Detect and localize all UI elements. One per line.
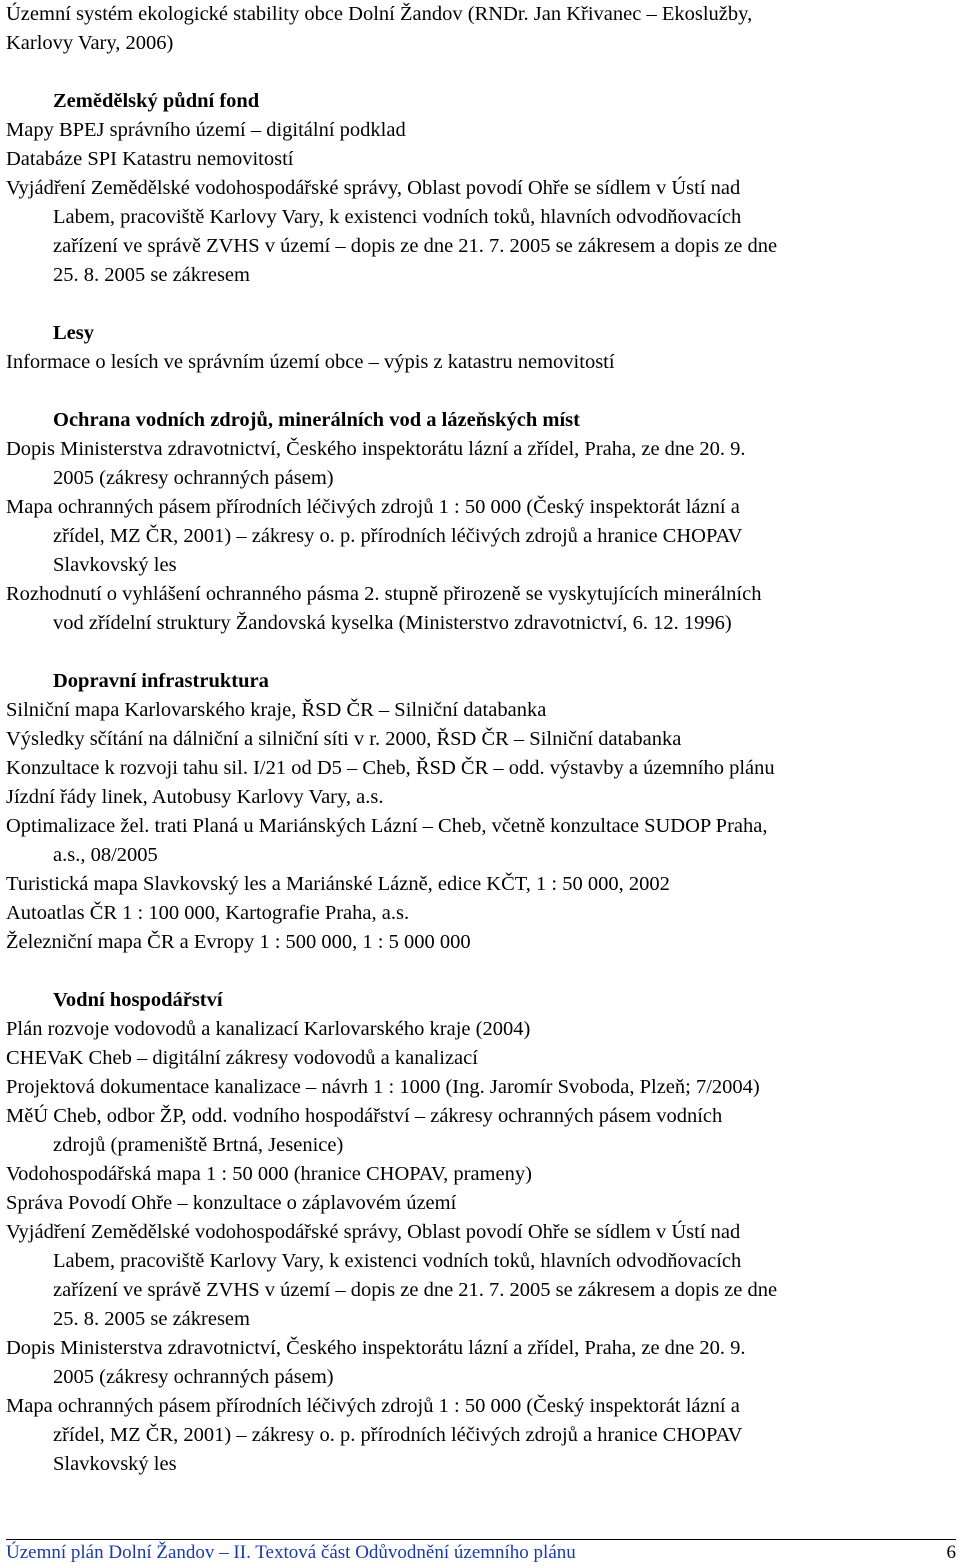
reference-line: Slavkovský les bbox=[53, 554, 177, 576]
reference-entry bbox=[6, 174, 946, 290]
reference-line: Mapy BPEJ správního území – digitální podklad bbox=[6, 119, 406, 141]
reference-line: Slavkovský les bbox=[53, 1453, 177, 1475]
reference-entry bbox=[6, 493, 946, 580]
reference-entry bbox=[6, 1218, 946, 1334]
section-heading: Zemědělský půdní fond bbox=[53, 90, 260, 112]
reference-entry bbox=[6, 145, 946, 174]
footer-title: Územní plán Dolní Žandov – II. Textová část Odůvodnění územního plánu bbox=[6, 1542, 576, 1563]
reference-line: 25. 8. 2005 se zákresem bbox=[53, 264, 250, 286]
reference-line: zdrojů (prameniště Brtná, Jesenice) bbox=[53, 1134, 344, 1156]
reference-entry bbox=[6, 1160, 946, 1189]
page-footer bbox=[6, 1539, 956, 1563]
intro-reference bbox=[6, 0, 946, 58]
reference-entry bbox=[6, 1392, 946, 1479]
reference-line: vod zřídelní struktury Žandovská kyselka (Ministerstvo zdravotnictví, 6. 12. 1996) bbox=[53, 612, 732, 634]
reference-entry bbox=[6, 1015, 946, 1044]
reference-line: Projektová dokumentace kanalizace – návrh 1 : 1000 (Ing. Jaromír Svoboda, Plzeň; 7/2004) bbox=[6, 1076, 760, 1098]
reference-line: Jízdní řády linek, Autobusy Karlovy Vary, a.s. bbox=[6, 786, 384, 808]
reference-entry bbox=[6, 754, 946, 783]
reference-line: Mapa ochranných pásem přírodních léčivých zdrojů 1 : 50 000 (Český inspektorát lázní a bbox=[6, 1395, 740, 1417]
reference-entry bbox=[6, 696, 946, 725]
reference-entry bbox=[6, 1044, 946, 1073]
reference-line: Autoatlas ČR 1 : 100 000, Kartografie Praha, a.s. bbox=[6, 902, 410, 924]
reference-line: Správa Povodí Ohře – konzultace o záplavovém území bbox=[6, 1192, 457, 1214]
reference-entry bbox=[6, 348, 946, 377]
reference-line: Železniční mapa ČR a Evropy 1 : 500 000, 1 : 5 000 000 bbox=[6, 931, 471, 953]
reference-line: Vodohospodářská mapa 1 : 50 000 (hranice CHOPAV, prameny) bbox=[6, 1163, 532, 1185]
reference-line: Labem, pracoviště Karlovy Vary, k existenci vodních toků, hlavních odvodňovacích bbox=[53, 1250, 742, 1272]
reference-line: Labem, pracoviště Karlovy Vary, k existenci vodních toků, hlavních odvodňovacích bbox=[53, 206, 742, 228]
section-heading: Dopravní infrastruktura bbox=[53, 670, 269, 692]
reference-entry bbox=[6, 116, 946, 145]
section bbox=[6, 87, 946, 290]
reference-entry bbox=[6, 1334, 946, 1392]
section-heading: Ochrana vodních zdrojů, minerálních vod a lázeňských míst bbox=[53, 409, 580, 431]
reference-line: Mapa ochranných pásem přírodních léčivých zdrojů 1 : 50 000 (Český inspektorát lázní a bbox=[6, 496, 740, 518]
reference-entry bbox=[6, 435, 946, 493]
intro-line: Územní systém ekologické stability obce Dolní Žandov (RNDr. Jan Křivanec – Ekoslužby, bbox=[6, 3, 753, 25]
section bbox=[6, 667, 946, 957]
document-body bbox=[6, 0, 946, 1508]
reference-entry bbox=[6, 928, 946, 957]
reference-line: Informace o lesích ve správním území obce – výpis z katastru nemovitostí bbox=[6, 351, 615, 373]
reference-line: zařízení ve správě ZVHS v území – dopis ze dne 21. 7. 2005 se zákresem a dopis ze dne bbox=[53, 235, 778, 257]
reference-entry bbox=[6, 870, 946, 899]
section bbox=[6, 986, 946, 1479]
reference-line: 25. 8. 2005 se zákresem bbox=[53, 1308, 250, 1330]
reference-line: Vyjádření Zemědělské vodohospodářské správy, Oblast povodí Ohře se sídlem v Ústí nad bbox=[6, 1221, 741, 1243]
sections-container bbox=[6, 87, 946, 1479]
reference-line: Dopis Ministerstva zdravotnictví, Českého inspektorátu lázní a zřídel, Praha, ze dne 20. 9. bbox=[6, 1337, 746, 1359]
reference-line: 2005 (zákresy ochranných pásem) bbox=[53, 467, 334, 489]
reference-line: Turistická mapa Slavkovský les a Mariánské Lázně, edice KČT, 1 : 50 000, 2002 bbox=[6, 873, 670, 895]
reference-entry bbox=[6, 812, 946, 870]
reference-line: a.s., 08/2005 bbox=[53, 844, 158, 866]
section-heading: Lesy bbox=[53, 322, 94, 344]
reference-line: Výsledky sčítání na dálniční a silniční síti v r. 2000, ŘSD ČR – Silniční databanka bbox=[6, 728, 682, 750]
reference-entry bbox=[6, 725, 946, 754]
reference-line: Optimalizace žel. trati Planá u Mariánských Lázní – Cheb, včetně konzultace SUDOP Praha, bbox=[6, 815, 768, 837]
reference-line: zřídel, MZ ČR, 2001) – zákresy o. p. přírodních léčivých zdrojů a hranice CHOPAV bbox=[53, 525, 743, 547]
reference-line: Dopis Ministerstva zdravotnictví, Českého inspektorátu lázní a zřídel, Praha, ze dne 20. 9. bbox=[6, 438, 746, 460]
reference-entry bbox=[6, 783, 946, 812]
reference-line: Konzultace k rozvoji tahu sil. I/21 od D5 – Cheb, ŘSD ČR – odd. výstavby a územního plánu bbox=[6, 757, 775, 779]
reference-line: 2005 (zákresy ochranných pásem) bbox=[53, 1366, 334, 1388]
section bbox=[6, 319, 946, 377]
reference-line: CHEVaK Cheb – digitální zákresy vodovodů a kanalizací bbox=[6, 1047, 478, 1069]
reference-entry bbox=[6, 1189, 946, 1218]
reference-entry bbox=[6, 899, 946, 928]
intro-line: Karlovy Vary, 2006) bbox=[6, 32, 174, 54]
reference-entry bbox=[6, 1073, 946, 1102]
reference-entry bbox=[6, 580, 946, 638]
reference-line: zařízení ve správě ZVHS v území – dopis ze dne 21. 7. 2005 se zákresem a dopis ze dne bbox=[53, 1279, 778, 1301]
reference-line: Rozhodnutí o vyhlášení ochranného pásma 2. stupně přirozeně se vyskytujících minerálních bbox=[6, 583, 762, 605]
reference-line: MěÚ Cheb, odbor ŽP, odd. vodního hospodářství – zákresy ochranných pásem vodních bbox=[6, 1105, 723, 1127]
reference-line: zřídel, MZ ČR, 2001) – zákresy o. p. přírodních léčivých zdrojů a hranice CHOPAV bbox=[53, 1424, 743, 1446]
reference-line: Databáze SPI Katastru nemovitostí bbox=[6, 148, 294, 170]
reference-entry bbox=[6, 1102, 946, 1160]
page-number: 6 bbox=[946, 1542, 956, 1563]
reference-line: Vyjádření Zemědělské vodohospodářské správy, Oblast povodí Ohře se sídlem v Ústí nad bbox=[6, 177, 741, 199]
section bbox=[6, 406, 946, 638]
reference-line: Plán rozvoje vodovodů a kanalizací Karlovarského kraje (2004) bbox=[6, 1018, 531, 1040]
reference-line: Silniční mapa Karlovarského kraje, ŘSD ČR – Silniční databanka bbox=[6, 699, 547, 721]
section-heading: Vodní hospodářství bbox=[53, 989, 223, 1011]
